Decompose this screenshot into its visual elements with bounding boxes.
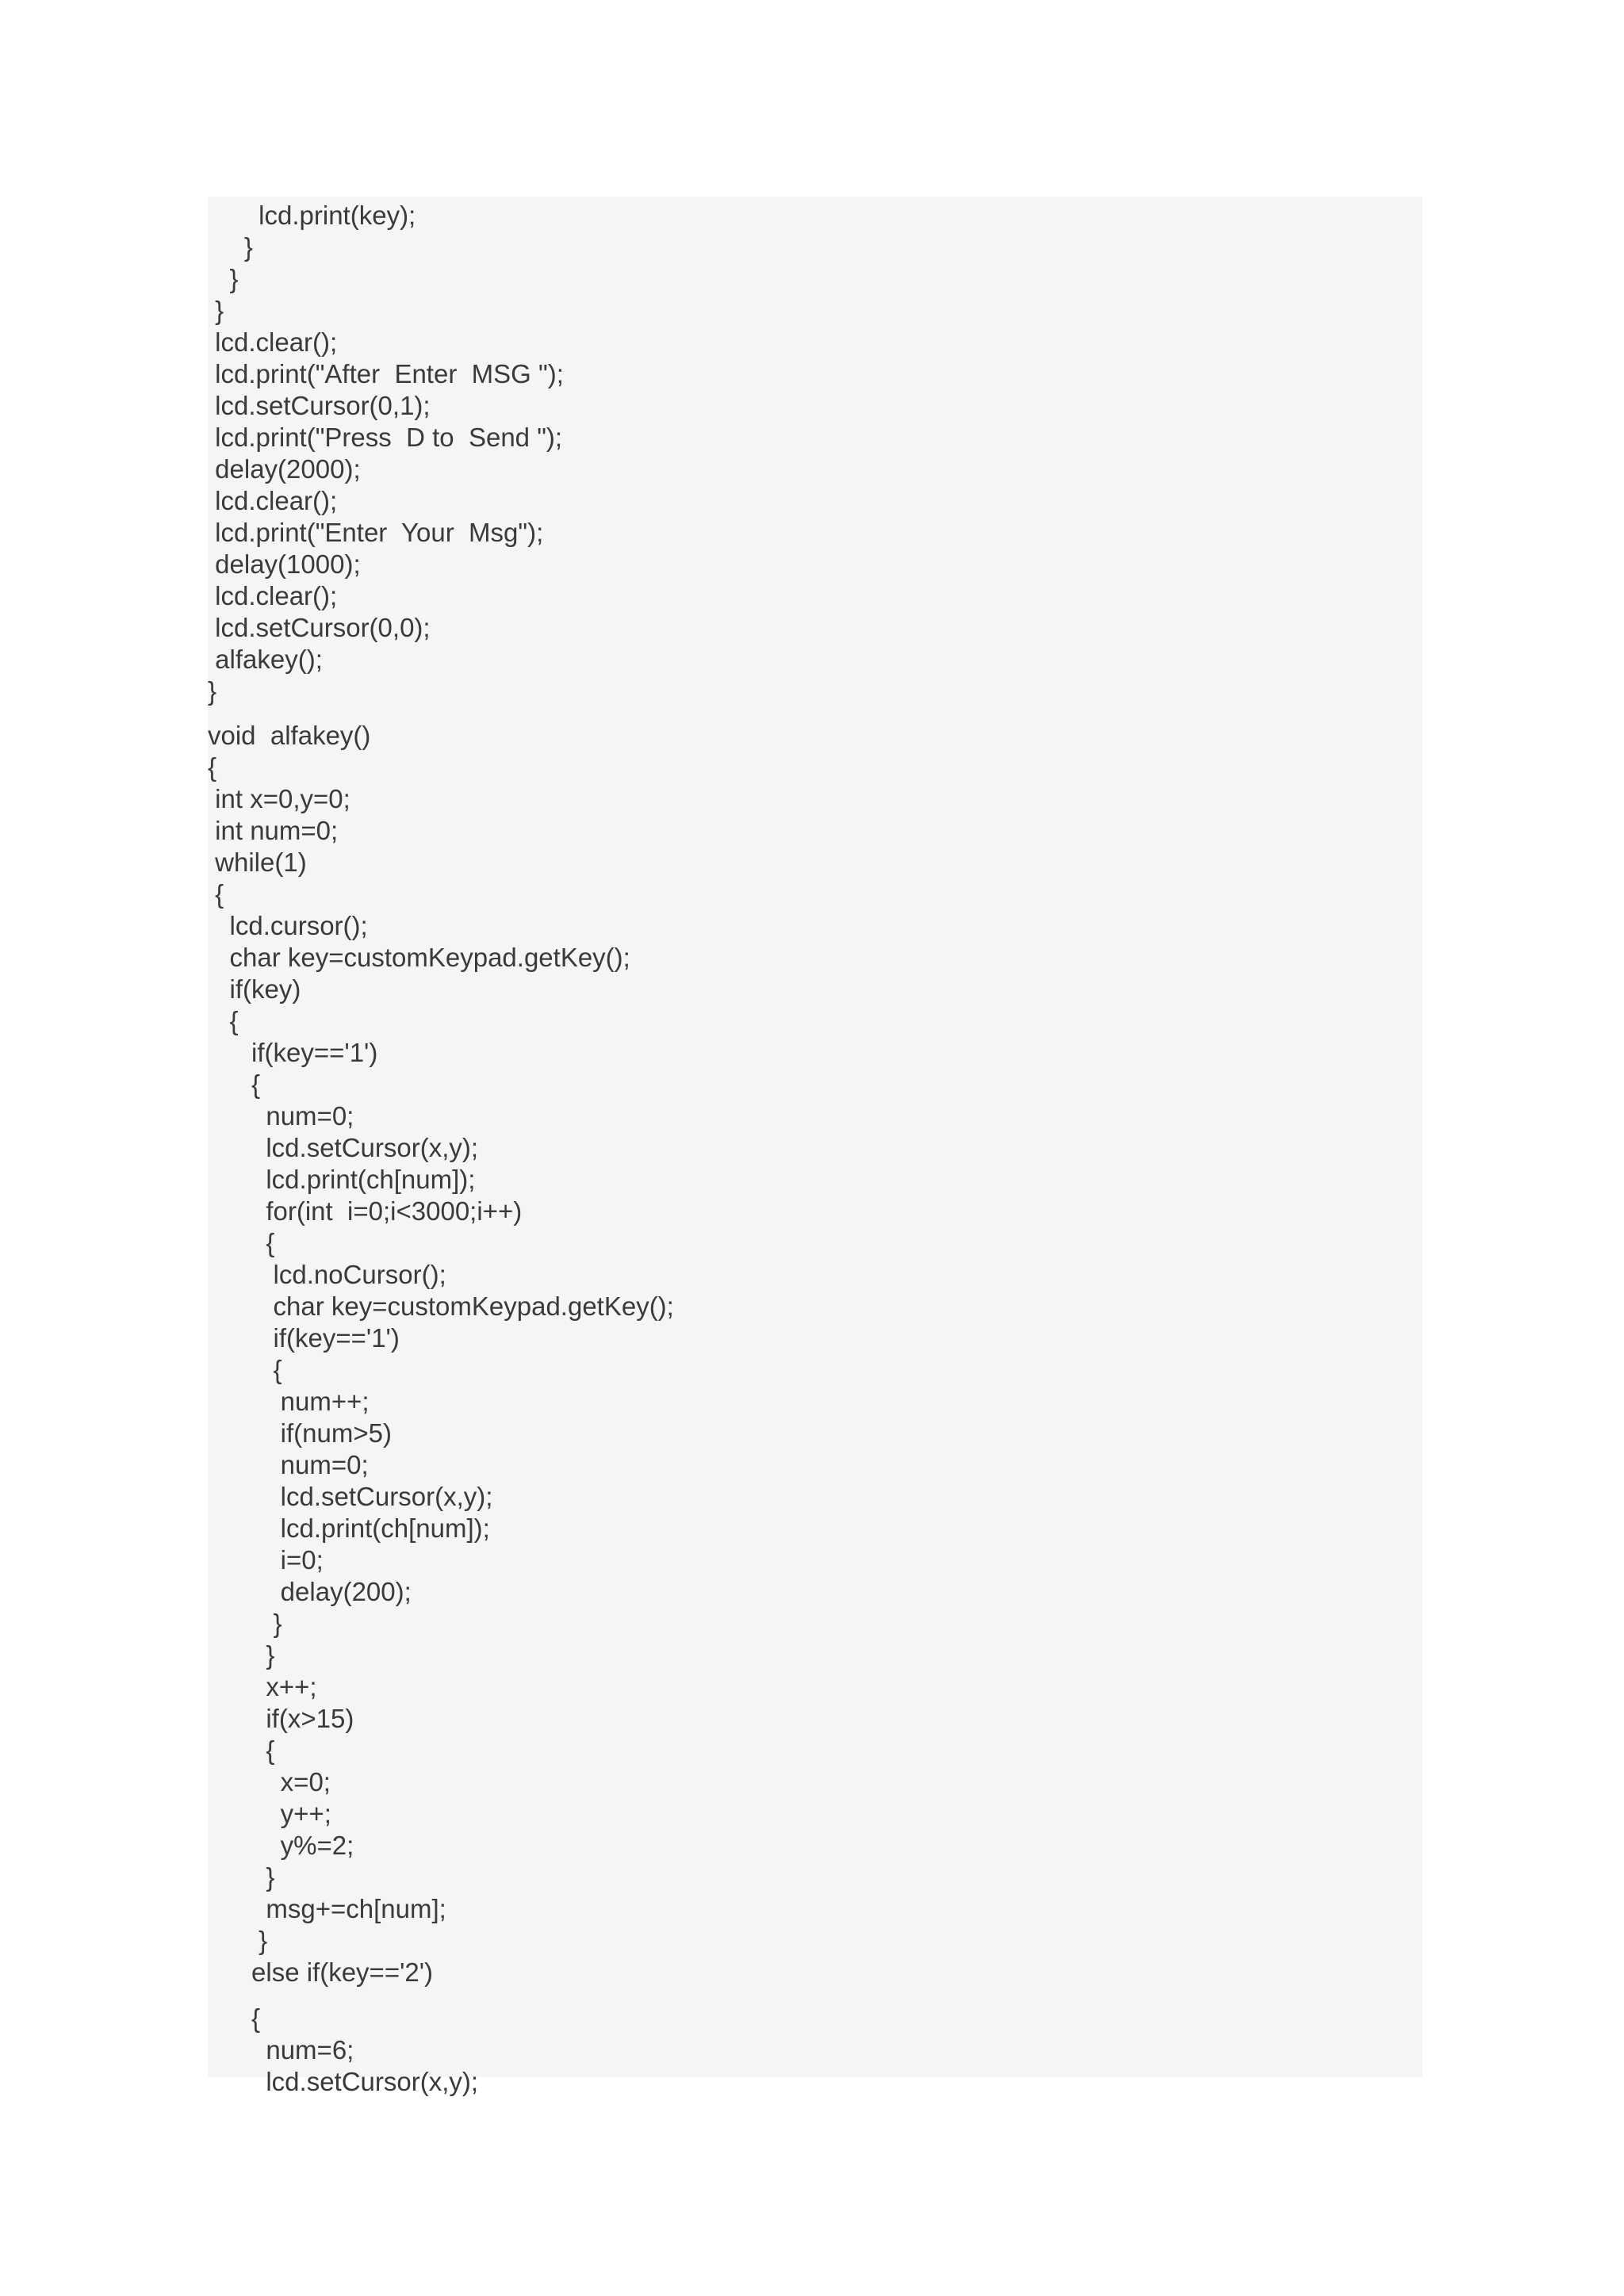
code-line-53: } <box>208 1862 275 1892</box>
code-line-24: char key=customKeypad.getKey(); <box>208 943 630 972</box>
code-line-39: if(num>5) <box>208 1418 392 1448</box>
code-line-31: lcd.print(ch[num]); <box>208 1165 476 1194</box>
code-line-15: alfakey(); <box>208 645 323 674</box>
code-line-8: lcd.print("Press D to Send "); <box>208 423 563 452</box>
code-line-44: delay(200); <box>208 1577 412 1606</box>
code-line-16: } <box>208 676 217 706</box>
code-line-26: { <box>208 1006 239 1035</box>
code-line-56: else if(key=='2') <box>208 1957 434 1987</box>
code-line-9: delay(2000); <box>208 454 361 484</box>
code-line-33: { <box>208 1228 275 1257</box>
code-line-12: delay(1000); <box>208 549 361 579</box>
code-line-21: while(1) <box>208 848 307 877</box>
code-line-6: lcd.print("After Enter MSG "); <box>208 359 564 388</box>
code-line-14: lcd.setCursor(0,0); <box>208 613 431 642</box>
code-line-41: lcd.setCursor(x,y); <box>208 1482 493 1511</box>
code-line-38: num++; <box>208 1387 370 1416</box>
code-line-57: { <box>208 2003 261 2033</box>
code-line-59: lcd.setCursor(x,y); <box>208 2067 479 2096</box>
code-line-30: lcd.setCursor(x,y); <box>208 1133 479 1162</box>
code-line-42: lcd.print(ch[num]); <box>208 1513 490 1543</box>
code-line-17: void alfakey() <box>208 721 371 750</box>
code-line-36: if(key=='1') <box>208 1323 400 1353</box>
code-block <box>208 197 1423 2096</box>
code-line-37: { <box>208 1355 282 1384</box>
code-line-48: if(x>15) <box>208 1704 354 1733</box>
code-line-34: lcd.noCursor(); <box>208 1260 446 1289</box>
code-line-28: { <box>208 1070 261 1099</box>
code-line-32: for(int i=0;i<3000;i++) <box>208 1196 523 1226</box>
code-line-29: num=0; <box>208 1101 354 1131</box>
code-line-47: x++; <box>208 1672 317 1701</box>
code-line-51: y++; <box>208 1799 331 1828</box>
code-line-19: int x=0,y=0; <box>208 784 350 813</box>
code-line-22: { <box>208 879 224 909</box>
code-line-52: y%=2; <box>208 1831 354 1860</box>
code-line-2: } <box>208 232 253 262</box>
code-line-35: char key=customKeypad.getKey(); <box>208 1292 674 1321</box>
code-line-10: lcd.clear(); <box>208 486 338 515</box>
code-line-46: } <box>208 1640 275 1670</box>
code-line-54: msg+=ch[num]; <box>208 1894 446 1923</box>
code-line-43: i=0; <box>208 1545 324 1575</box>
code-line-13: lcd.clear(); <box>208 581 338 610</box>
code-line-1: lcd.print(key); <box>208 201 416 230</box>
code-line-58: num=6; <box>208 2035 354 2064</box>
code-line-55: } <box>208 1926 268 1955</box>
code-line-49: { <box>208 1735 275 1765</box>
code-line-7: lcd.setCursor(0,1); <box>208 391 431 420</box>
code-line-40: num=0; <box>208 1450 369 1479</box>
code-line-3: } <box>208 264 239 293</box>
code-line-45: } <box>208 1609 282 1638</box>
code-line-20: int num=0; <box>208 816 339 845</box>
code-line-11: lcd.print("Enter Your Msg"); <box>208 518 544 547</box>
code-line-25: if(key) <box>208 974 301 1004</box>
code-line-27: if(key=='1') <box>208 1038 378 1067</box>
code-line-23: lcd.cursor(); <box>208 911 368 940</box>
code-line-4: } <box>208 296 224 325</box>
code-line-18: { <box>208 752 217 782</box>
code-line-5: lcd.clear(); <box>208 327 338 357</box>
code-line-50: x=0; <box>208 1767 331 1797</box>
